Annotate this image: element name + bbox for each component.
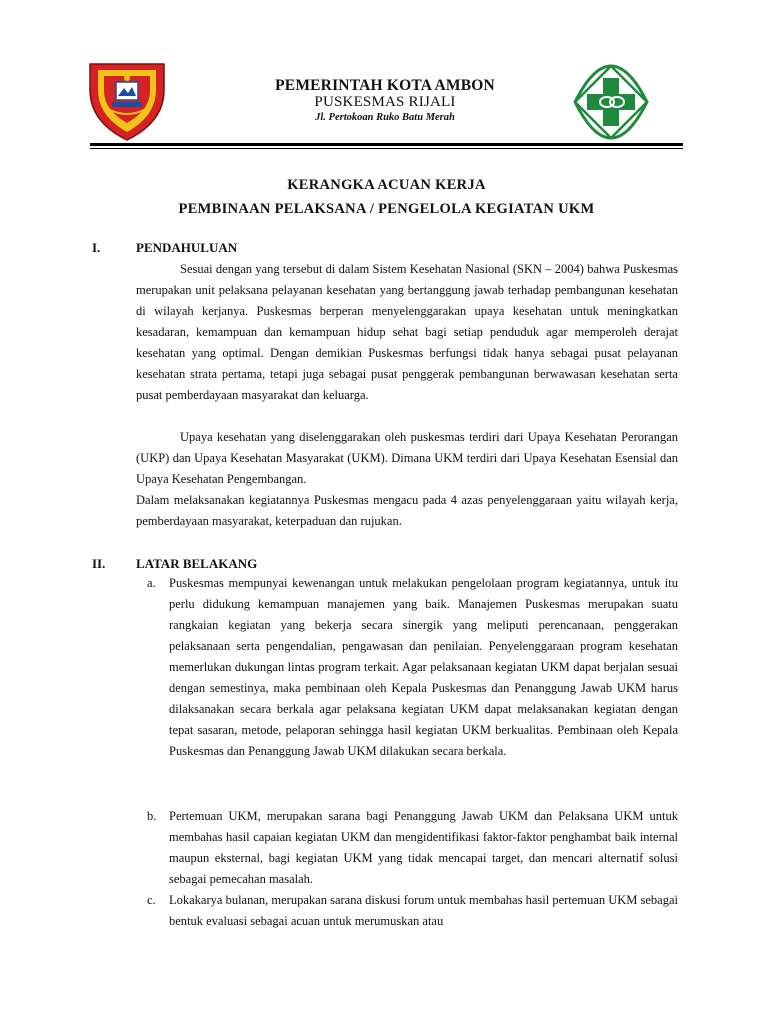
kota-ambon-emblem-icon — [88, 60, 166, 142]
section-1-paragraph-2: Upaya kesehatan yang diselenggarakan oleh puskesmas terdiri dari Upaya Kesehatan Perorangan (UKP) dan Upaya Kesehatan Masyarakat (UKM). Dimana UKM terdiri dari Upaya Kesehatan Esensial dan Upaya Kesehatan Pengembangan. — [136, 430, 678, 486]
document-title: KERANGKA ACUAN KERJA — [287, 177, 486, 193]
header-puskesmas-name: PUSKESMAS RIJALI — [314, 94, 456, 110]
header-address: Jl. Pertokoan Ruko Batu Merah — [315, 112, 455, 123]
section-1-number: I. — [92, 240, 101, 255]
document-subtitle: PEMBINAAN PELAKSANA / PENGELOLA KEGIATAN UKM — [178, 201, 595, 217]
section-2-number: II. — [92, 556, 106, 571]
list-item-text-c: Lokakarya bulanan, merupakan sarana diskusi forum untuk membahas hasil pertemuan UKM sebagai bentuk evaluasi sebagai acuan untuk merumuskan atau — [169, 893, 678, 928]
list-item-text-a: Puskesmas mempunyai kewenangan untuk melakukan pengelolaan program kegiatannya, untuk itu perlu didukung kemampuan manajemen yang baik. Manajemen Puskesmas merupakan suatu rangkaian kegiatan yang bekerja secara sinergik yang meliputi perencanaan, penggerakan pelaksanaan serta pengendalian, pengawasan dan penilaian. Penyelenggaraan program kesehatan memerlukan dukungan lintas program terkait. Agar pelaksanaan kegiatan UKM dapat berjalan sesuai dengan semestinya, maka pembinaan oleh Kepala Puskesmas dan Penanggung Jawab UKM harus dilaksanakan secara berkala agar pelaksana kegiatan UKM dapat melaksanakan kegiatan dengan tepat sasaran, metode, pelaporan sehingga hasil kegiatan UKM berkualitas. Pembinaan oleh Kepala Puskesmas dan Penanggung Jawab UKM dilakukan secara berkala. — [169, 576, 678, 758]
list-item-letter-a: a. — [147, 576, 156, 590]
list-item-letter-c: c. — [147, 893, 156, 907]
header-divider-thick — [90, 143, 683, 146]
list-item-letter-b: b. — [147, 809, 157, 823]
section-2-heading: LATAR BELAKANG — [136, 556, 258, 571]
header-divider-thin — [90, 148, 683, 149]
section-1-heading: PENDAHULUAN — [136, 240, 238, 255]
section-1-paragraph-3: Dalam melaksanakan kegiatannya Puskesmas mengacu pada 4 azas penyelenggaraan yaitu wilayah kerja, pemberdayaan masyarakat, keterpaduan dan rujukan. — [136, 493, 678, 528]
list-item-text-b: Pertemuan UKM, merupakan sarana bagi Penanggung Jawab UKM dan Pelaksana UKM untuk membahas hasil capaian kegiatan UKM dan mengidentifikasi faktor-faktor penghambat baik internal maupun eksternal, bagi kegiatan UKM yang tidak mencapai target, dan mencari alternatif solusi sebagai pemecahan masalah. — [169, 809, 678, 886]
section-1-paragraph-1: Sesuai dengan yang tersebut di dalam Sistem Kesehatan Nasional (SKN – 2004) bahwa Puskesmas merupakan unit pelaksana pelayanan kesehatan yang bertanggung jawab terhadap pembangunan kesehatan di wilayah kerjanya. Puskesmas berperan menyelenggarakan upaya kesehatan untuk meningkatkan kesadaran, kemampuan dan kemampuan hidup sehat bagi setiap penduduk agar memperoleh derajat kesehatan yang optimal. Dengan demikian Puskesmas berfungsi tidak hanya sebagai pusat pelayanan kesehatan strata pertama, tetapi juga sebagai pusat penggerak pembangunan berwawasan kesehatan serta pusat pemberdayaan masyarakat dan keluarga. — [136, 262, 678, 402]
puskesmas-cross-logo-icon — [573, 64, 649, 140]
header-government-name: PEMERINTAH KOTA AMBON — [275, 77, 495, 94]
